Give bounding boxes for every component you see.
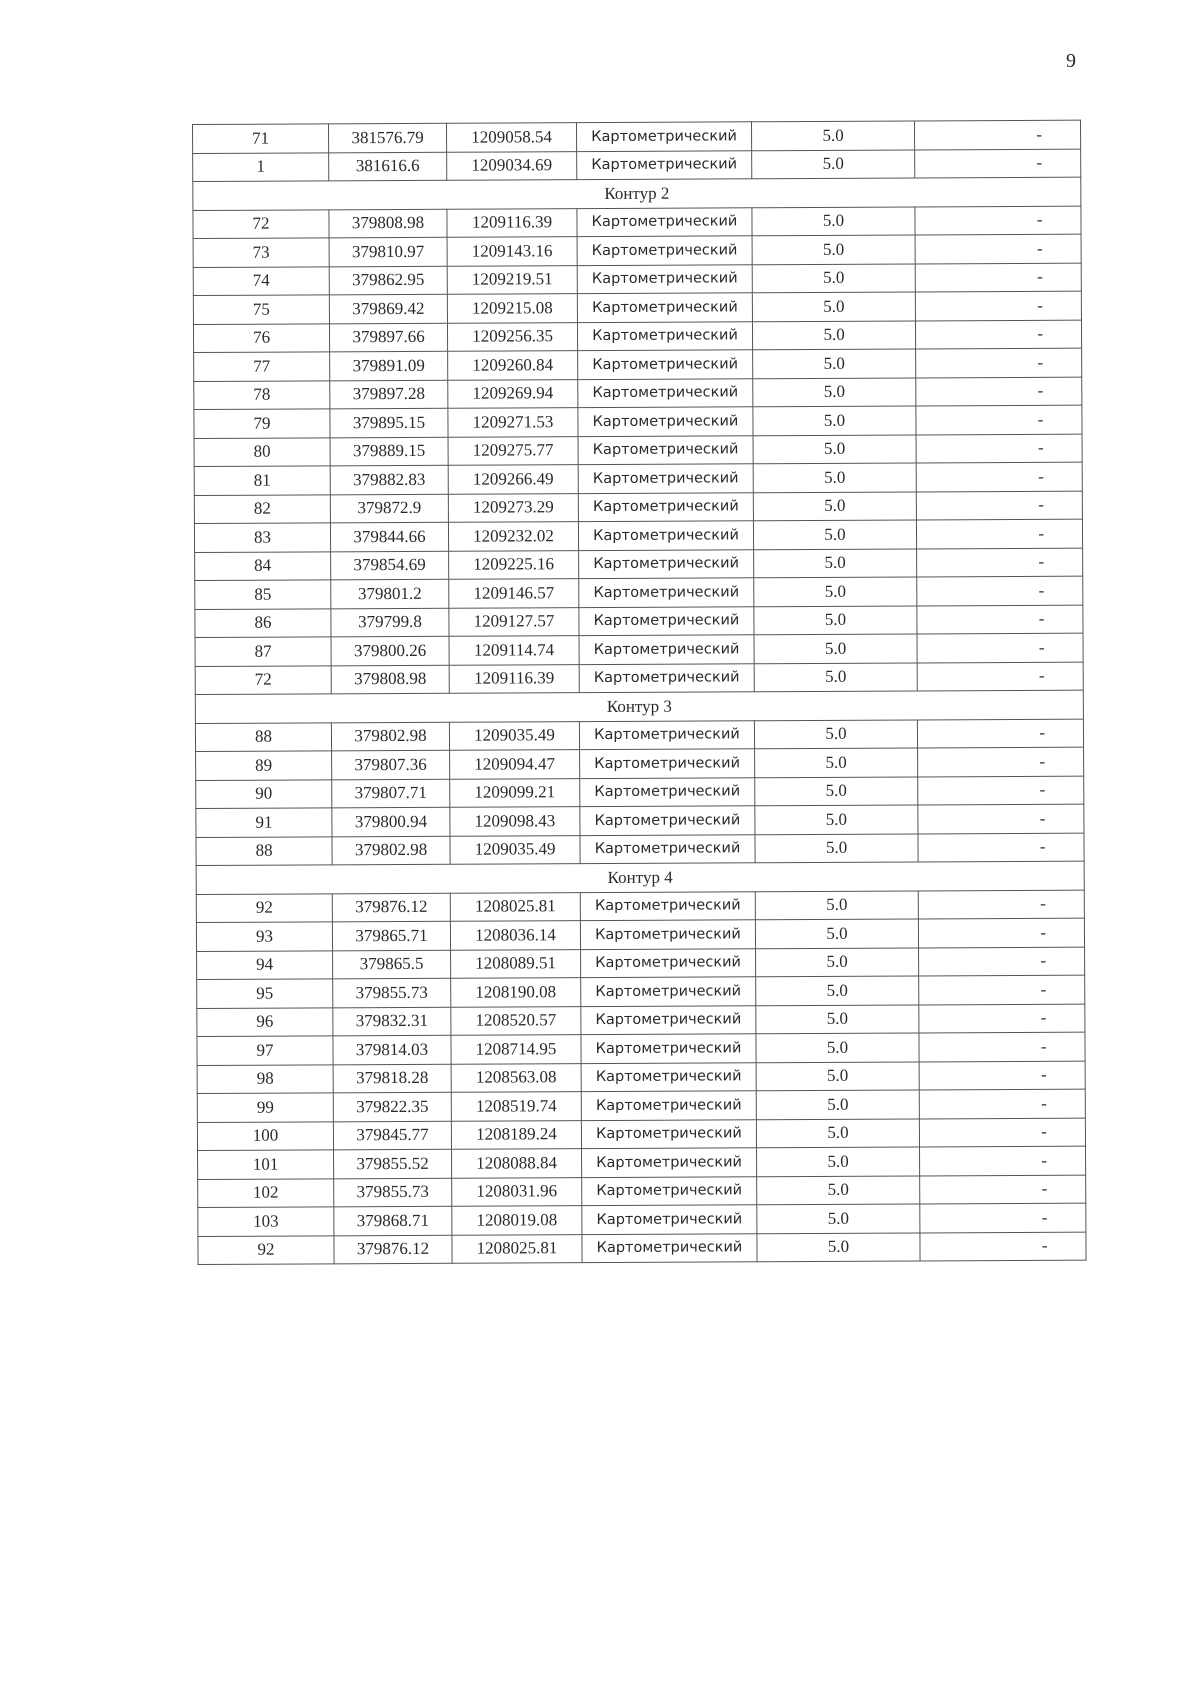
point-number-cell: 97 bbox=[197, 1036, 333, 1065]
table-row bbox=[194, 519, 1082, 552]
y-coordinate-cell: 1209058.54 bbox=[446, 123, 576, 152]
x-coordinate-cell: 379876.12 bbox=[332, 893, 450, 922]
note-cell: - bbox=[915, 320, 1081, 349]
point-number-cell: 94 bbox=[197, 950, 333, 979]
table-row bbox=[193, 234, 1081, 267]
y-coordinate-cell: 1208714.95 bbox=[451, 1035, 581, 1064]
table-row bbox=[198, 1203, 1086, 1236]
table-row bbox=[196, 776, 1084, 809]
x-coordinate-cell: 379889.15 bbox=[330, 437, 448, 466]
point-number-cell: 84 bbox=[195, 551, 331, 580]
note-cell: - bbox=[916, 405, 1082, 434]
table-row bbox=[197, 1032, 1085, 1065]
note-cell: - bbox=[919, 947, 1085, 976]
note-cell: - bbox=[918, 890, 1084, 919]
accuracy-cell: 5.0 bbox=[756, 1033, 919, 1062]
coordinates-table bbox=[192, 120, 1087, 1265]
accuracy-cell: 5.0 bbox=[751, 121, 914, 150]
point-number-cell: 89 bbox=[196, 751, 332, 780]
y-coordinate-cell: 1209266.49 bbox=[448, 465, 578, 494]
table-row bbox=[193, 206, 1081, 239]
accuracy-cell: 5.0 bbox=[755, 833, 918, 862]
y-coordinate-cell: 1208519.74 bbox=[451, 1092, 581, 1121]
method-cell: Картометрический bbox=[581, 1119, 756, 1148]
table-row bbox=[193, 149, 1081, 182]
accuracy-cell: 5.0 bbox=[752, 292, 915, 321]
point-number-cell: 72 bbox=[195, 665, 331, 694]
table-row bbox=[194, 377, 1082, 410]
point-number-cell: 100 bbox=[197, 1121, 333, 1150]
accuracy-cell: 5.0 bbox=[756, 1118, 919, 1147]
method-cell: Картометрический bbox=[581, 977, 756, 1006]
accuracy-cell: 5.0 bbox=[752, 263, 915, 292]
accuracy-cell: 5.0 bbox=[755, 776, 918, 805]
note-cell: - bbox=[917, 605, 1083, 634]
point-number-cell: 75 bbox=[193, 295, 329, 324]
y-coordinate-cell: 1208189.24 bbox=[451, 1120, 581, 1149]
method-cell: Картометрический bbox=[580, 891, 755, 920]
point-number-cell: 87 bbox=[195, 637, 331, 666]
note-cell: - bbox=[915, 234, 1081, 263]
point-number-cell: 81 bbox=[194, 466, 330, 495]
accuracy-cell: 5.0 bbox=[754, 719, 917, 748]
accuracy-cell: 5.0 bbox=[755, 805, 918, 834]
y-coordinate-cell: 1209114.74 bbox=[449, 636, 579, 665]
table-row bbox=[193, 263, 1081, 296]
table-row bbox=[193, 291, 1081, 324]
y-coordinate-cell: 1209273.29 bbox=[448, 493, 578, 522]
method-cell: Картометрический bbox=[577, 293, 752, 322]
note-cell: - bbox=[919, 1118, 1085, 1147]
accuracy-cell: 5.0 bbox=[755, 919, 918, 948]
table-row bbox=[194, 348, 1082, 381]
point-number-cell: 102 bbox=[198, 1178, 334, 1207]
accuracy-cell: 5.0 bbox=[753, 377, 916, 406]
x-coordinate-cell: 379865.5 bbox=[333, 950, 451, 979]
x-coordinate-cell: 379807.36 bbox=[332, 750, 450, 779]
method-cell: Картометрический bbox=[580, 834, 755, 863]
note-cell: - bbox=[915, 263, 1081, 292]
coordinates-table-body bbox=[193, 120, 1087, 1264]
accuracy-cell: 5.0 bbox=[757, 1175, 920, 1204]
note-cell: - bbox=[919, 1004, 1085, 1033]
method-cell: Картометрический bbox=[578, 435, 753, 464]
point-number-cell: 90 bbox=[196, 779, 332, 808]
method-cell: Картометрический bbox=[581, 1034, 756, 1063]
point-number-cell: 103 bbox=[198, 1207, 334, 1236]
table-row bbox=[196, 804, 1084, 837]
table-row bbox=[197, 1118, 1085, 1151]
accuracy-cell: 5.0 bbox=[753, 349, 916, 378]
x-coordinate-cell: 379810.97 bbox=[329, 237, 447, 266]
table-row bbox=[197, 975, 1085, 1008]
x-coordinate-cell: 379862.95 bbox=[329, 266, 447, 295]
note-cell: - bbox=[916, 377, 1082, 406]
note-cell: - bbox=[919, 1061, 1085, 1090]
table-row bbox=[194, 405, 1082, 438]
contour-label: Контур 3 bbox=[195, 690, 1083, 723]
x-coordinate-cell: 379808.98 bbox=[331, 665, 449, 694]
table-row bbox=[194, 434, 1082, 467]
note-cell: - bbox=[919, 1089, 1085, 1118]
note-cell: - bbox=[915, 149, 1081, 178]
method-cell: Картометрический bbox=[581, 1091, 756, 1120]
note-cell: - bbox=[915, 291, 1081, 320]
y-coordinate-cell: 1208025.81 bbox=[452, 1234, 582, 1263]
y-coordinate-cell: 1209219.51 bbox=[447, 265, 577, 294]
table-row bbox=[195, 662, 1083, 695]
point-number-cell: 88 bbox=[196, 836, 332, 865]
y-coordinate-cell: 1208036.14 bbox=[450, 921, 580, 950]
accuracy-cell: 5.0 bbox=[756, 1061, 919, 1090]
point-number-cell: 72 bbox=[193, 209, 329, 238]
note-cell: - bbox=[917, 548, 1083, 577]
contour-label: Контур 2 bbox=[193, 177, 1081, 210]
y-coordinate-cell: 1209127.57 bbox=[449, 607, 579, 636]
method-cell: Картометрический bbox=[578, 492, 753, 521]
table-row bbox=[194, 462, 1082, 495]
method-cell: Картометрический bbox=[580, 920, 755, 949]
note-cell: - bbox=[919, 1032, 1085, 1061]
point-number-cell: 92 bbox=[198, 1235, 334, 1264]
note-cell: - bbox=[918, 776, 1084, 805]
method-cell: Картометрический bbox=[581, 948, 756, 977]
table-row bbox=[195, 548, 1083, 581]
accuracy-cell: 5.0 bbox=[756, 1004, 919, 1033]
note-cell: - bbox=[919, 975, 1085, 1004]
note-cell: - bbox=[920, 1203, 1086, 1232]
y-coordinate-cell: 1209269.94 bbox=[448, 379, 578, 408]
point-number-cell: 76 bbox=[193, 323, 329, 352]
accuracy-cell: 5.0 bbox=[753, 520, 916, 549]
y-coordinate-cell: 1209116.39 bbox=[449, 664, 579, 693]
accuracy-cell: 5.0 bbox=[756, 1090, 919, 1119]
point-number-cell: 82 bbox=[194, 494, 330, 523]
point-number-cell: 88 bbox=[195, 722, 331, 751]
contour-header-row bbox=[195, 690, 1083, 723]
table-row bbox=[197, 1061, 1085, 1094]
accuracy-cell: 5.0 bbox=[756, 976, 919, 1005]
x-coordinate-cell: 379802.98 bbox=[332, 836, 450, 865]
method-cell: Картометрический bbox=[580, 777, 755, 806]
note-cell: - bbox=[916, 462, 1082, 491]
accuracy-cell: 5.0 bbox=[754, 605, 917, 634]
table-row bbox=[194, 491, 1082, 524]
accuracy-cell: 5.0 bbox=[756, 947, 919, 976]
point-number-cell: 80 bbox=[194, 437, 330, 466]
y-coordinate-cell: 1209232.02 bbox=[448, 522, 578, 551]
method-cell: Картометрический bbox=[576, 122, 751, 151]
method-cell: Картометрический bbox=[578, 407, 753, 436]
point-number-cell: 95 bbox=[197, 979, 333, 1008]
y-coordinate-cell: 1209035.49 bbox=[449, 721, 579, 750]
table-row bbox=[196, 918, 1084, 951]
accuracy-cell: 5.0 bbox=[752, 206, 915, 235]
y-coordinate-cell: 1209094.47 bbox=[450, 750, 580, 779]
x-coordinate-cell: 379832.31 bbox=[333, 1007, 451, 1036]
table-row bbox=[193, 320, 1081, 353]
accuracy-cell: 5.0 bbox=[757, 1204, 920, 1233]
y-coordinate-cell: 1208019.08 bbox=[452, 1206, 582, 1235]
y-coordinate-cell: 1209035.49 bbox=[450, 835, 580, 864]
table-row bbox=[198, 1146, 1086, 1179]
note-cell: - bbox=[917, 662, 1083, 691]
method-cell: Картометрический bbox=[578, 350, 753, 379]
x-coordinate-cell: 379868.71 bbox=[334, 1206, 452, 1235]
accuracy-cell: 5.0 bbox=[754, 662, 917, 691]
y-coordinate-cell: 1208025.81 bbox=[450, 892, 580, 921]
y-coordinate-cell: 1209098.43 bbox=[450, 807, 580, 836]
method-cell: Картометрический bbox=[581, 1062, 756, 1091]
method-cell: Картометрический bbox=[580, 749, 755, 778]
accuracy-cell: 5.0 bbox=[754, 634, 917, 663]
point-number-cell: 74 bbox=[193, 266, 329, 295]
x-coordinate-cell: 379799.8 bbox=[331, 608, 449, 637]
point-number-cell: 96 bbox=[197, 1007, 333, 1036]
accuracy-cell: 5.0 bbox=[755, 890, 918, 919]
y-coordinate-cell: 1209034.69 bbox=[447, 151, 577, 180]
point-number-cell: 83 bbox=[194, 523, 330, 552]
method-cell: Картометрический bbox=[578, 521, 753, 550]
x-coordinate-cell: 379895.15 bbox=[330, 408, 448, 437]
y-coordinate-cell: 1209225.16 bbox=[449, 550, 579, 579]
y-coordinate-cell: 1209215.08 bbox=[447, 294, 577, 323]
table-row bbox=[196, 833, 1084, 866]
method-cell: Картометрический bbox=[578, 378, 753, 407]
x-coordinate-cell: 379800.26 bbox=[331, 636, 449, 665]
point-number-cell: 78 bbox=[194, 380, 330, 409]
x-coordinate-cell: 379865.71 bbox=[332, 921, 450, 950]
point-number-cell: 71 bbox=[193, 124, 329, 153]
accuracy-cell: 5.0 bbox=[757, 1147, 920, 1176]
note-cell: - bbox=[917, 633, 1083, 662]
note-cell: - bbox=[916, 434, 1082, 463]
method-cell: Картометрический bbox=[581, 1005, 756, 1034]
note-cell: - bbox=[918, 747, 1084, 776]
method-cell: Картометрический bbox=[577, 207, 752, 236]
accuracy-cell: 5.0 bbox=[754, 577, 917, 606]
method-cell: Картометрический bbox=[579, 720, 754, 749]
accuracy-cell: 5.0 bbox=[757, 1232, 920, 1261]
x-coordinate-cell: 379855.52 bbox=[334, 1149, 452, 1178]
method-cell: Картометрический bbox=[578, 464, 753, 493]
x-coordinate-cell: 379844.66 bbox=[330, 522, 448, 551]
note-cell: - bbox=[917, 576, 1083, 605]
accuracy-cell: 5.0 bbox=[755, 748, 918, 777]
y-coordinate-cell: 1209275.77 bbox=[448, 436, 578, 465]
table-row bbox=[197, 1004, 1085, 1037]
method-cell: Картометрический bbox=[582, 1148, 757, 1177]
y-coordinate-cell: 1209260.84 bbox=[448, 351, 578, 380]
point-number-cell: 99 bbox=[197, 1093, 333, 1122]
accuracy-cell: 5.0 bbox=[753, 406, 916, 435]
note-cell: - bbox=[916, 348, 1082, 377]
point-number-cell: 101 bbox=[198, 1150, 334, 1179]
x-coordinate-cell: 379855.73 bbox=[333, 978, 451, 1007]
table-row bbox=[193, 120, 1081, 153]
x-coordinate-cell: 379814.03 bbox=[333, 1035, 451, 1064]
y-coordinate-cell: 1209116.39 bbox=[447, 208, 577, 237]
note-cell: - bbox=[914, 120, 1080, 149]
y-coordinate-cell: 1208031.96 bbox=[452, 1177, 582, 1206]
x-coordinate-cell: 379855.73 bbox=[334, 1178, 452, 1207]
method-cell: Картометрический bbox=[580, 806, 755, 835]
y-coordinate-cell: 1208520.57 bbox=[451, 1006, 581, 1035]
y-coordinate-cell: 1209256.35 bbox=[447, 322, 577, 351]
method-cell: Картометрический bbox=[579, 578, 754, 607]
x-coordinate-cell: 379800.94 bbox=[332, 807, 450, 836]
accuracy-cell: 5.0 bbox=[752, 235, 915, 264]
table-row bbox=[196, 890, 1084, 923]
point-number-cell: 79 bbox=[194, 409, 330, 438]
method-cell: Картометрический bbox=[577, 321, 752, 350]
point-number-cell: 91 bbox=[196, 808, 332, 837]
note-cell: - bbox=[917, 719, 1083, 748]
y-coordinate-cell: 1209271.53 bbox=[448, 408, 578, 437]
y-coordinate-cell: 1209146.57 bbox=[449, 579, 579, 608]
x-coordinate-cell: 379897.28 bbox=[330, 380, 448, 409]
page-number: 9 bbox=[1066, 50, 1076, 72]
accuracy-cell: 5.0 bbox=[752, 320, 915, 349]
x-coordinate-cell: 379869.42 bbox=[329, 294, 447, 323]
accuracy-cell: 5.0 bbox=[754, 548, 917, 577]
note-cell: - bbox=[918, 918, 1084, 947]
point-number-cell: 86 bbox=[195, 608, 331, 637]
y-coordinate-cell: 1209099.21 bbox=[450, 778, 580, 807]
table-row bbox=[196, 747, 1084, 780]
method-cell: Картометрический bbox=[579, 663, 754, 692]
contour-header-row bbox=[193, 177, 1081, 210]
note-cell: - bbox=[920, 1175, 1086, 1204]
note-cell: - bbox=[916, 519, 1082, 548]
note-cell: - bbox=[920, 1146, 1086, 1175]
y-coordinate-cell: 1208089.51 bbox=[451, 949, 581, 978]
table-row bbox=[195, 719, 1083, 752]
method-cell: Картометрический bbox=[577, 264, 752, 293]
y-coordinate-cell: 1208563.08 bbox=[451, 1063, 581, 1092]
method-cell: Картометрический bbox=[577, 236, 752, 265]
table-row bbox=[195, 633, 1083, 666]
y-coordinate-cell: 1209143.16 bbox=[447, 237, 577, 266]
accuracy-cell: 5.0 bbox=[753, 463, 916, 492]
x-coordinate-cell: 379807.71 bbox=[332, 779, 450, 808]
x-coordinate-cell: 381576.79 bbox=[329, 123, 447, 152]
y-coordinate-cell: 1208088.84 bbox=[452, 1149, 582, 1178]
x-coordinate-cell: 379801.2 bbox=[331, 579, 449, 608]
method-cell: Картометрический bbox=[582, 1176, 757, 1205]
accuracy-cell: 5.0 bbox=[753, 434, 916, 463]
contour-header-row bbox=[196, 861, 1084, 894]
method-cell: Картометрический bbox=[577, 150, 752, 179]
x-coordinate-cell: 379802.98 bbox=[331, 722, 449, 751]
table-row bbox=[195, 605, 1083, 638]
method-cell: Картометрический bbox=[579, 606, 754, 635]
method-cell: Картометрический bbox=[582, 1205, 757, 1234]
x-coordinate-cell: 379822.35 bbox=[333, 1092, 451, 1121]
x-coordinate-cell: 381616.6 bbox=[329, 152, 447, 181]
x-coordinate-cell: 379891.09 bbox=[330, 351, 448, 380]
note-cell: - bbox=[920, 1232, 1086, 1261]
x-coordinate-cell: 379818.28 bbox=[333, 1064, 451, 1093]
x-coordinate-cell: 379854.69 bbox=[331, 551, 449, 580]
point-number-cell: 98 bbox=[197, 1064, 333, 1093]
y-coordinate-cell: 1208190.08 bbox=[451, 978, 581, 1007]
method-cell: Картометрический bbox=[582, 1233, 757, 1262]
x-coordinate-cell: 379872.9 bbox=[330, 494, 448, 523]
x-coordinate-cell: 379808.98 bbox=[329, 209, 447, 238]
point-number-cell: 85 bbox=[195, 580, 331, 609]
table-row bbox=[198, 1232, 1086, 1265]
table-row bbox=[197, 1089, 1085, 1122]
table-row bbox=[197, 947, 1085, 980]
point-number-cell: 77 bbox=[194, 352, 330, 381]
point-number-cell: 93 bbox=[196, 922, 332, 951]
accuracy-cell: 5.0 bbox=[753, 491, 916, 520]
note-cell: - bbox=[918, 804, 1084, 833]
x-coordinate-cell: 379882.83 bbox=[330, 465, 448, 494]
table-row bbox=[198, 1175, 1086, 1208]
accuracy-cell: 5.0 bbox=[752, 149, 915, 178]
point-number-cell: 1 bbox=[193, 152, 329, 181]
x-coordinate-cell: 379897.66 bbox=[329, 323, 447, 352]
contour-label: Контур 4 bbox=[196, 861, 1084, 894]
note-cell: - bbox=[916, 491, 1082, 520]
note-cell: - bbox=[918, 833, 1084, 862]
x-coordinate-cell: 379845.77 bbox=[333, 1121, 451, 1150]
point-number-cell: 92 bbox=[196, 893, 332, 922]
table-row bbox=[195, 576, 1083, 609]
method-cell: Картометрический bbox=[579, 549, 754, 578]
point-number-cell: 73 bbox=[193, 238, 329, 267]
method-cell: Картометрический bbox=[579, 635, 754, 664]
x-coordinate-cell: 379876.12 bbox=[334, 1235, 452, 1264]
note-cell: - bbox=[915, 206, 1081, 235]
